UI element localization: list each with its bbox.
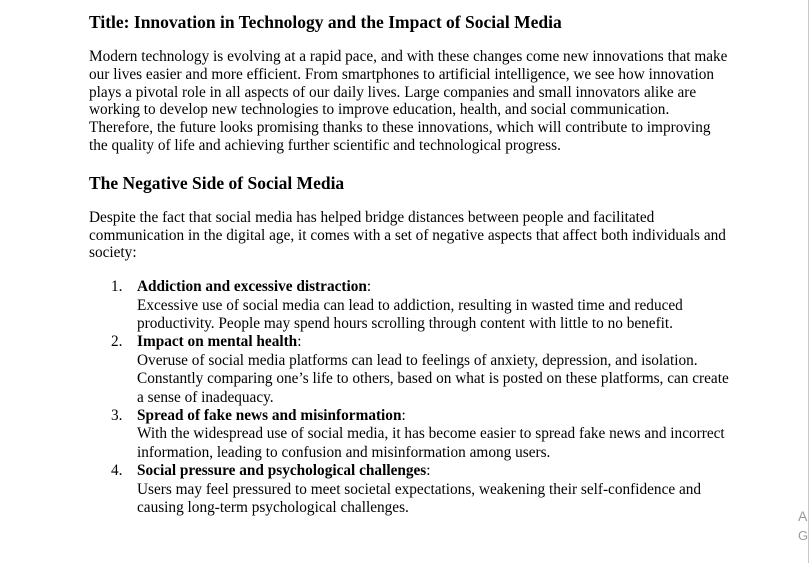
list-item-number: 1. xyxy=(111,278,123,296)
list-item-title: Spread of fake news and misinformation xyxy=(137,407,402,425)
section-paragraph: Despite the fact that social media has helped bridge distances between people and facilitated communication in the digital age, it comes with a set of negative aspects that affect both individuals and society: xyxy=(89,208,726,262)
list-item-text: Excessive use of social media can lead to addiction, resulting in wasted time and reduced productivity. People may spend hours scrolling through content with little to no benefit. xyxy=(137,296,683,332)
document-title: Title: Innovation in Technology and the Impact of Social Media xyxy=(89,12,562,32)
list-item-title: Social pressure and psychological challenges xyxy=(137,462,427,480)
list-item-colon: : xyxy=(426,462,431,480)
list-item-number: 3. xyxy=(111,407,123,425)
side-panel-letter-g: G xyxy=(798,528,809,543)
list-item xyxy=(89,407,729,462)
list-item-number: 4. xyxy=(111,462,123,480)
list-item-text: Overuse of social media platforms can lead to feelings of anxiety, depression, and isolation. Constantly comparing one’s life to others, based on what is posted on these platforms, can create a sense of inadequacy. xyxy=(137,351,729,406)
list-item-text: With the widespread use of social media, it has become easier to spread fake news and incorrect information, leading to confusion and misinformation among users. xyxy=(137,425,725,461)
list-item-title: Addiction and excessive distraction xyxy=(137,278,367,296)
section-heading: The Negative Side of Social Media xyxy=(89,172,345,193)
document-body xyxy=(89,9,729,517)
list-item-colon: : xyxy=(366,278,372,296)
negative-aspects-list xyxy=(89,278,729,517)
list-item xyxy=(89,333,729,407)
list-item xyxy=(89,462,729,517)
intro-paragraph: Modern technology is evolving at a rapid pace, and with these changes come new innovations that make our lives easier and more efficient. From smartphones to artificial intelligence, we see how innovation plays a pivotal role in all aspects of our daily lives. Large companies and small innovators alike are working to develop new technologies to improve education, health, and social communication. Therefore, the future looks promising thanks to these innovations, which will contribute to improving the quality of life and achieving further scientific and technological progress. xyxy=(89,48,728,154)
list-item-text: Users may feel pressured to meet societal expectations, weakening their self-confidence and causing long-term psychological challenges. xyxy=(137,480,702,517)
side-panel-letter-a: A xyxy=(798,508,808,524)
list-item-title: Impact on mental health xyxy=(137,333,298,351)
list-item-number: 2. xyxy=(111,333,123,351)
list-item-colon: : xyxy=(297,333,302,351)
list-item-colon: : xyxy=(401,407,406,425)
list-item xyxy=(89,278,729,333)
